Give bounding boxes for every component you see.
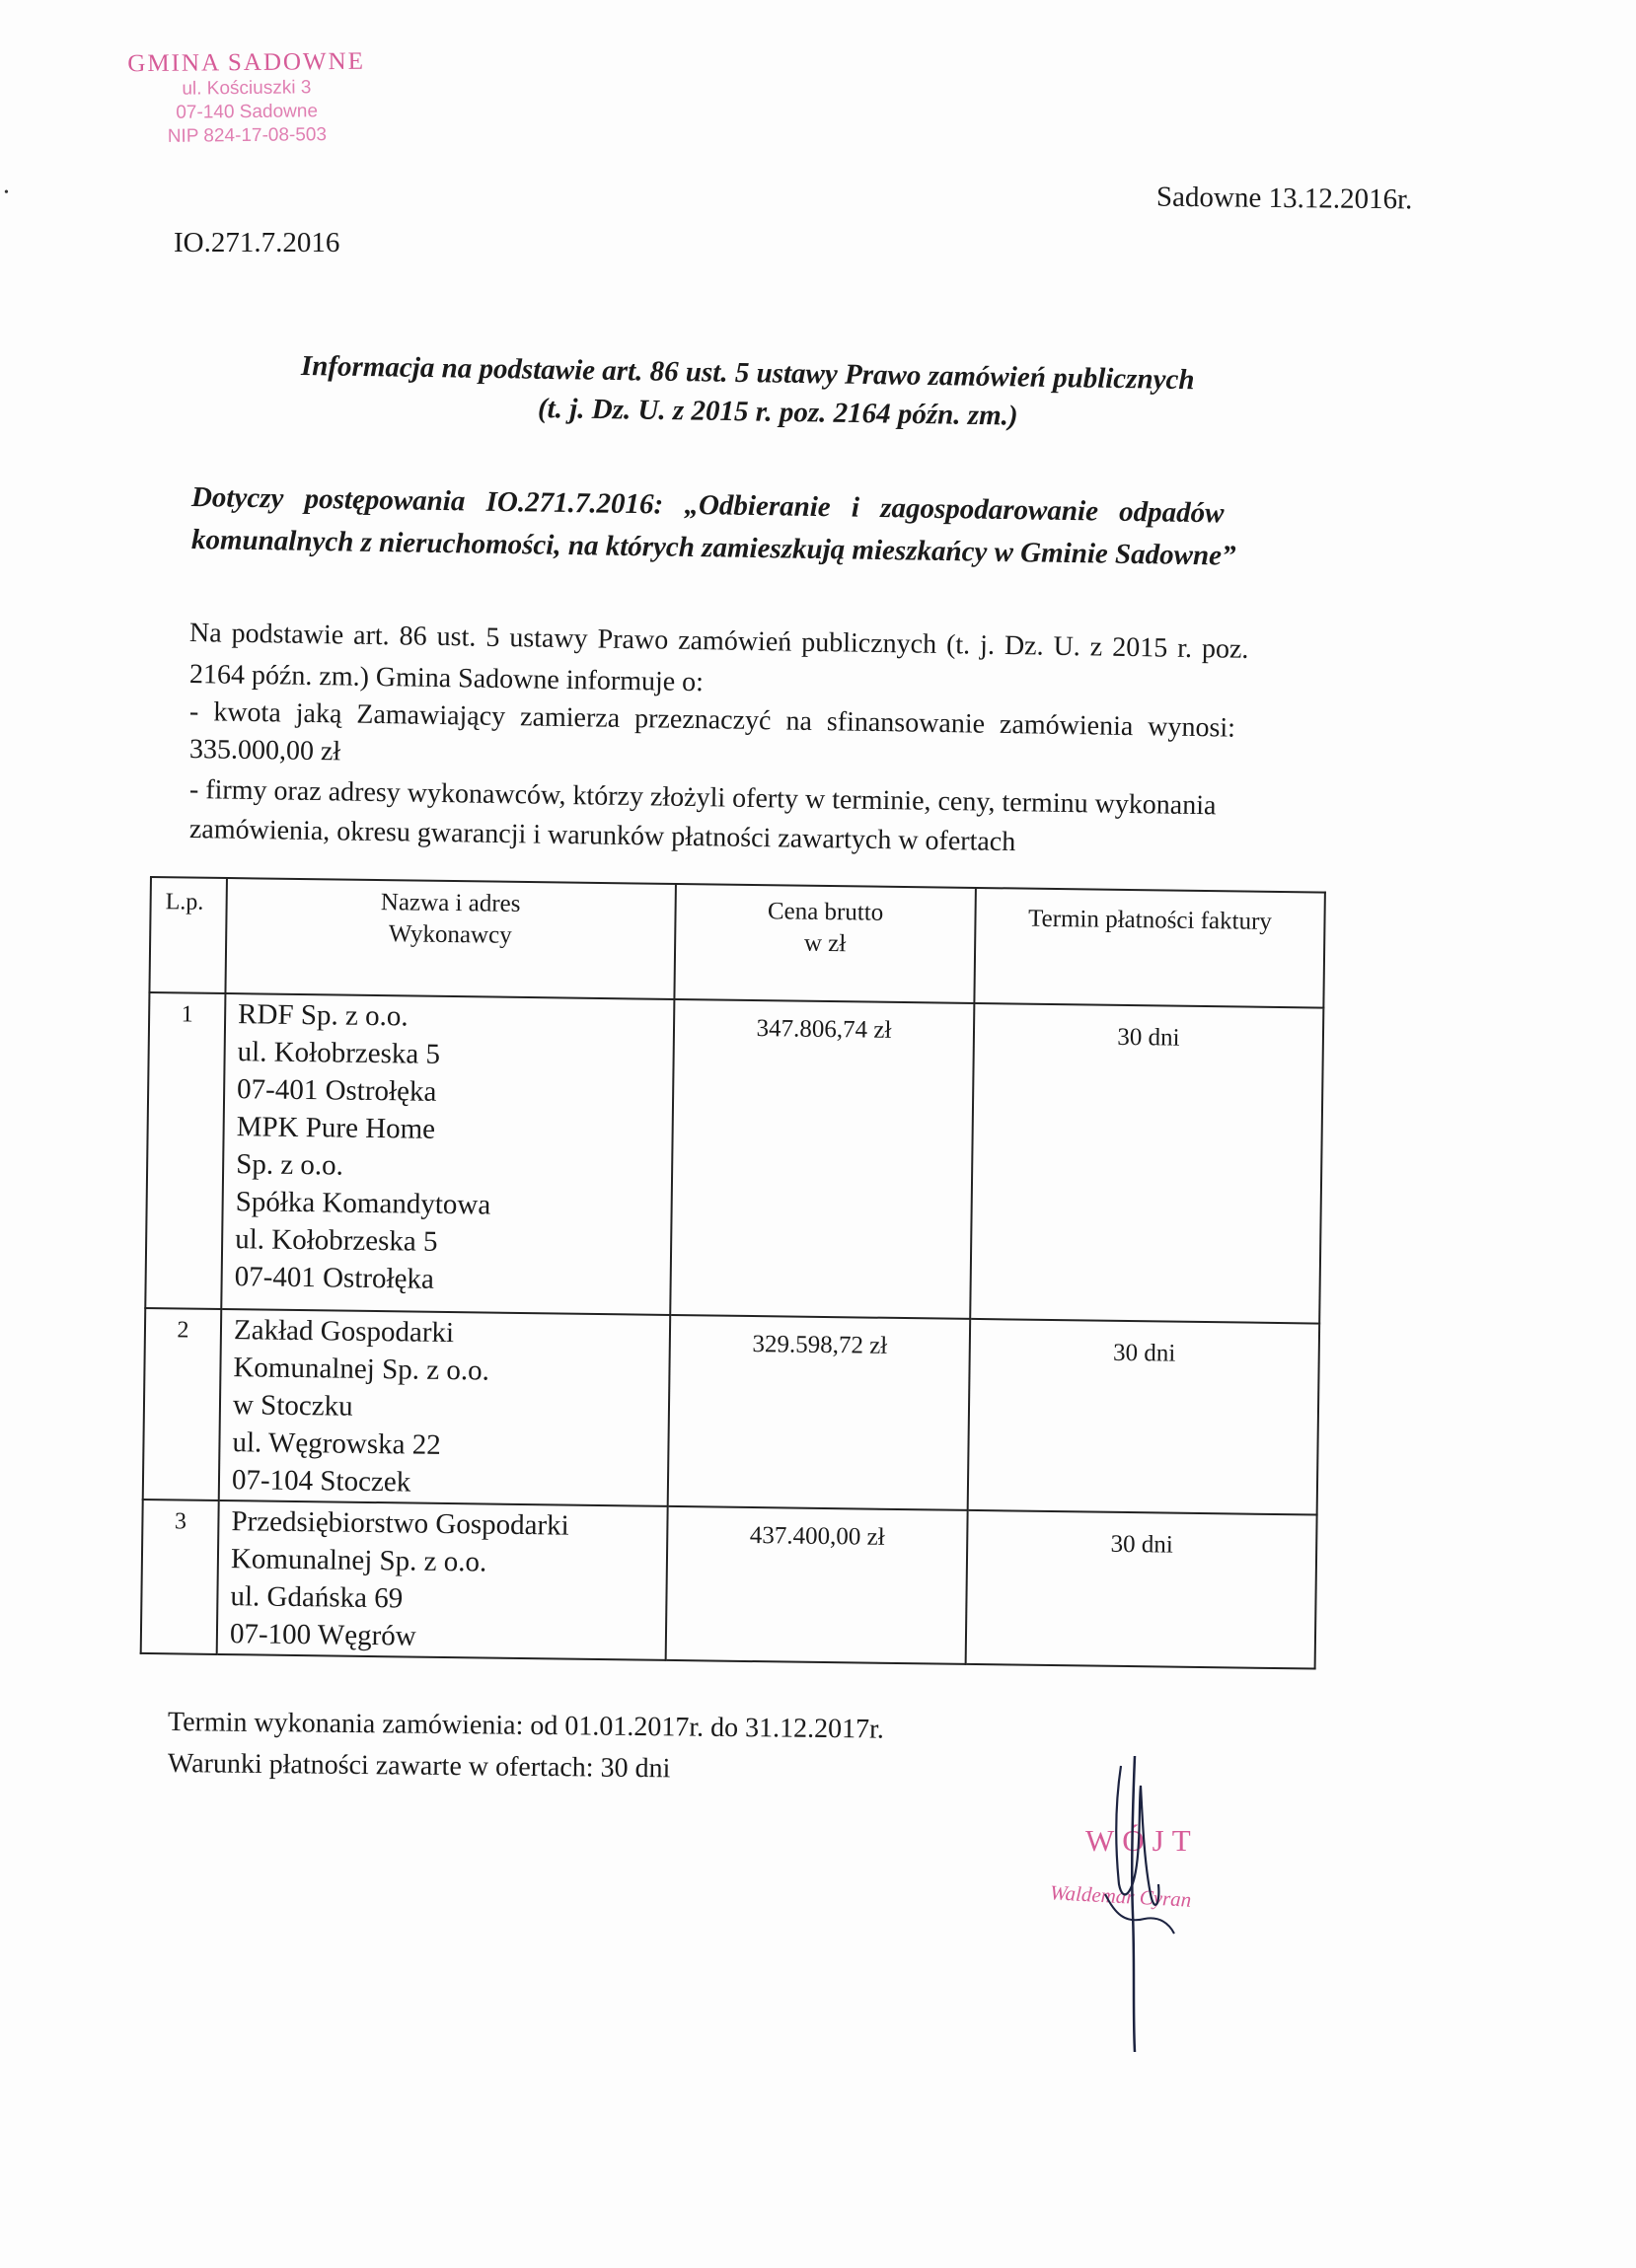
row-number: 3: [141, 1500, 219, 1654]
contractor-line: Komunalnej Sp. z o.o.: [233, 1352, 490, 1387]
contractor-line: Komunalnej Sp. z o.o.: [230, 1543, 487, 1578]
offers-table-wrapper: [140, 876, 1330, 1651]
table-row: [141, 1500, 1317, 1669]
contractor-line: RDF Sp. z o.o.: [237, 998, 409, 1033]
header-price-line-2: w zł: [803, 929, 847, 958]
municipality-stamp: [98, 47, 395, 149]
budget-line: - kwota jaką Zamawiający zamierza przeznaczyć na sfinansowanie zamówienia wynosi:: [188, 696, 1236, 744]
gross-price: 437.400,00 zł: [666, 1506, 968, 1664]
contractor-line: w Stoczku: [232, 1389, 353, 1423]
payment-term: 30 dni: [966, 1510, 1317, 1669]
contractor-name-address: [217, 1500, 668, 1660]
contractor-line: ul. Węgrowska 22: [232, 1427, 441, 1461]
contractor-name-address: [221, 993, 674, 1315]
document-title-line-2: (t. j. Dz. U. z 2015 r. poz. 2164 późn. zm.): [537, 393, 1018, 432]
offers-table: [140, 876, 1326, 1670]
header-lp: L.p.: [149, 877, 227, 993]
header-price-line-1: Cena brutto: [767, 898, 884, 926]
gross-price: 347.806,74 zł: [670, 999, 974, 1319]
header-term: Termin płatności faktury: [974, 888, 1325, 1008]
gross-price: 329.598,72 zł: [668, 1315, 971, 1510]
body-line-6: zamówienia, okresu gwarancji i warunków płatności zawartych w ofertach: [188, 814, 1016, 858]
payment-term: 30 dni: [970, 1003, 1323, 1324]
header-name-line-1: Nazwa i adres: [380, 889, 521, 917]
reference-number: IO.271.7.2016: [174, 227, 340, 258]
mayor-name: Waldemar Cyran: [1049, 1880, 1192, 1912]
document-title-line-1: Informacja na podstawie art. 86 ust. 5 ustawy Prawo zamówień publicznych: [300, 350, 1195, 397]
contractor-line: Spółka Komandytowa: [235, 1186, 491, 1221]
subject-line-2: komunalnych z nieruchomości, na których zamieszkują mieszkańcy w Gminie Sadowne”: [190, 524, 1236, 572]
header-name: [225, 878, 675, 999]
contractor-line: ul. Kołobrzeska 5: [234, 1223, 438, 1258]
contractor-name-address: [219, 1309, 671, 1506]
body-line-1: Na podstawie art. 86 ust. 5 ustawy Prawo zamówień publicznych (t. j. Dz. U. z 2015 r. poz.: [188, 618, 1249, 665]
contractor-line: Przedsiębiorstwo Gospodarki: [231, 1505, 569, 1542]
contractor-line: Sp. z o.o.: [235, 1148, 344, 1182]
document-date: Sadowne 13.12.2016r.: [1155, 181, 1413, 216]
body-line-5: - firmy oraz adresy wykonawców, którzy złożyli oferty w terminie, ceny, terminu wykonania: [188, 774, 1217, 822]
table-row: [145, 992, 1323, 1324]
header-price: [674, 884, 976, 1003]
contractor-line: ul. Gdańska 69: [230, 1580, 404, 1615]
header-name-line-2: Wykonawcy: [388, 920, 512, 949]
contractor-line: ul. Kołobrzeska 5: [237, 1036, 441, 1070]
row-number: 2: [143, 1308, 222, 1500]
row-number: 1: [145, 992, 225, 1309]
contractor-line: 07-104 Stoczek: [231, 1464, 411, 1499]
contractor-line: 07-100 Węgrów: [229, 1618, 416, 1652]
handwritten-signature: [1076, 1746, 1194, 2062]
contractor-line: Zakład Gospodarki: [233, 1314, 455, 1350]
table-row: [143, 1308, 1319, 1515]
contractor-line: 07-401 Ostrołęka: [236, 1073, 437, 1108]
mayor-title: WÓJT: [1085, 1823, 1199, 1858]
stamp-name: GMINA SADOWNE: [127, 47, 366, 78]
payment-term: 30 dni: [968, 1319, 1320, 1515]
body-line-2: 2164 późn. zm.) Gmina Sadowne informuje o:: [188, 659, 705, 698]
stamp-city: 07-140 Sadowne: [176, 101, 319, 123]
contractor-line: MPK Pure Home: [236, 1111, 436, 1145]
subject-line-1: Dotyczy postępowania IO.271.7.2016: „Odbieranie i zagospodarowanie odpadów: [190, 481, 1225, 530]
scan-mark: •: [4, 185, 9, 200]
stamp-street: ul. Kościuszki 3: [182, 77, 312, 100]
budget-amount: 335.000,00 zł: [188, 734, 341, 768]
contractor-line: 07-401 Ostrołęka: [234, 1261, 435, 1295]
table-header-row: [149, 877, 1324, 1008]
stamp-nip: NIP 824-17-08-503: [167, 124, 328, 147]
payment-terms: Warunki płatności zawarte w ofertach: 30 dni: [167, 1748, 671, 1785]
execution-term: Termin wykonania zamówienia: od 01.01.2017r. do 31.12.2017r.: [167, 1707, 885, 1745]
